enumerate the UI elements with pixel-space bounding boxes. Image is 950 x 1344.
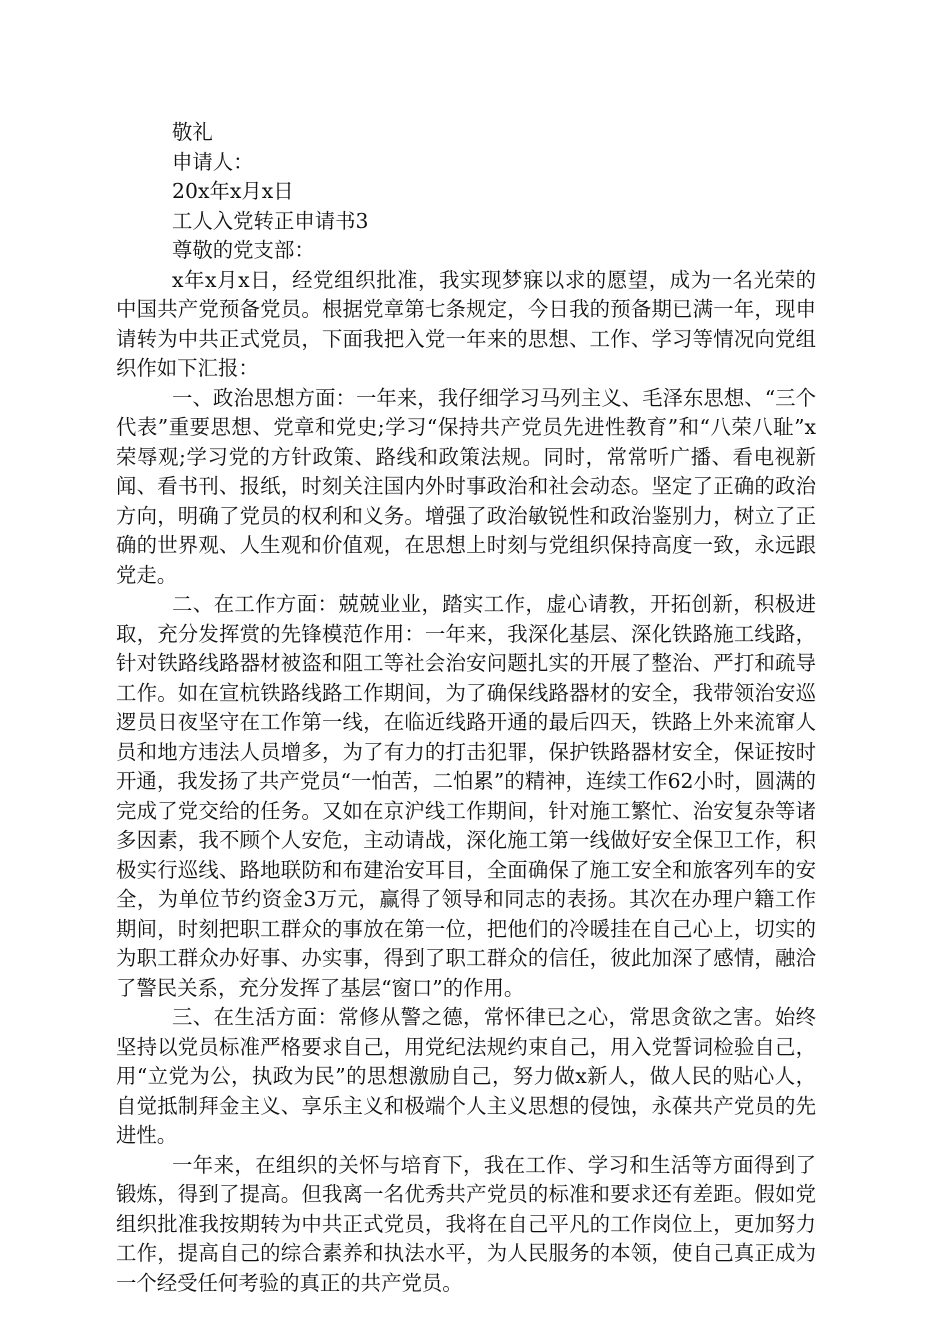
paragraph-work: 二、在工作方面：兢兢业业，踏实工作，虚心请教，开拓创新，积极进取，充分发挥赏的先锋模范作用：一年来，我深化基层、深化铁路施工线路，针对铁路线路器材被盗和阻工等社会治安问题扎实的开展了整治、严打和疏导工作。如在宣杭铁路线路工作期间，为了确保线路器材的安全，我带领治安巡逻员日夜坚守在工作第一线，在临近线路开通的最后四天，铁路上外来流窜人员和地方违法人员增多，为了有力的打击犯罪，保护铁路器材安全，保证按时开通，我发扬了共产党员“一怕苦，二怕累”的精神，连续工作62小时，圆满的完成了党交给的任务。又如在京沪线工作期间，针对施工繁忙、治安复杂等诸多因素，我不顾个人安危，主动请战，深化施工第一线做好安全保卫工作，积极实行巡线、路地联防和布建治安耳目，全面确保了施工安全和旅客列车的安全，为单位节约资金3万元，赢得了领导和同志的表扬。其次在办理户籍工作期间，时刻把职工群众的事放在第一位，把他们的冷暖挂在自己心上，切实的为职工群众办好事、办实事，得到了职工群众的信任，彼此加深了感情，融洽了警民关系，充分发挥了基层“窗口”的作用。 bbox=[116, 592, 816, 1000]
date-line: 20x年x月x日 bbox=[172, 179, 294, 203]
closing-line: 敬礼 bbox=[172, 120, 213, 144]
paragraph-life: 三、在生活方面：常修从警之德，常怀律已之心，常思贪欲之害。始终坚持以党员标准严格要求自己，用党纪法规约束自己，用入党誓词检验自己，用“立党为公，执政为民”的思想激励自己，努力做x新人，做人民的贴心人，自觉抵制拜金主义、享乐主义和极端个人主义思想的侵蚀，永葆共产党员的先进性。 bbox=[116, 1005, 816, 1147]
paragraph-political: 一、政治思想方面：一年来，我仔细学习马列主义、毛泽东思想、“三个代表”重要思想、党章和党史;学习“保持共产党员先进性教育”和“八荣八耻”x荣辱观;学习党的方针政策、路线和政策法规。同时，常常听广播、看电视新闻、看书刊、报纸，时刻关注国内外时事政治和社会动态。坚定了正确的政治方向，明确了党员的权利和义务。增强了政治敏锐性和政治鉴别力，树立了正确的世界观、人生观和价值观，在思想上时刻与党组织保持高度一致，永远跟党走。 bbox=[116, 385, 816, 587]
salutation-line: 尊敬的党支部： bbox=[172, 238, 315, 262]
document-body bbox=[116, 118, 816, 1298]
document-heading: 工人入党转正申请书3 bbox=[172, 208, 369, 233]
applicant-line: 申请人： bbox=[172, 149, 254, 174]
paragraph-intro: x年x月x日，经党组织批准，我实现梦寐以求的愿望，成为一名光荣的中国共产党预备党员。根据党章第七条规定，今日我的预备期已满一年，现申请转为中共正式党员，下面我把入党一年来的思想、工作、学习等情况向党组织作如下汇报： bbox=[116, 267, 816, 380]
paragraph-summary: 一年来，在组织的关怀与培育下，我在工作、学习和生活等方面得到了锻炼，得到了提高。但我离一名优秀共产党员的标准和要求还有差距。假如党组织批准我按期转为中共正式党员，我将在自己平凡的工作岗位上，更加努力工作，提高自己的综合素养和执法水平，为人民服务的本领，使自己真正成为一个经受任何考验的真正的共产党员。 bbox=[116, 1152, 816, 1295]
